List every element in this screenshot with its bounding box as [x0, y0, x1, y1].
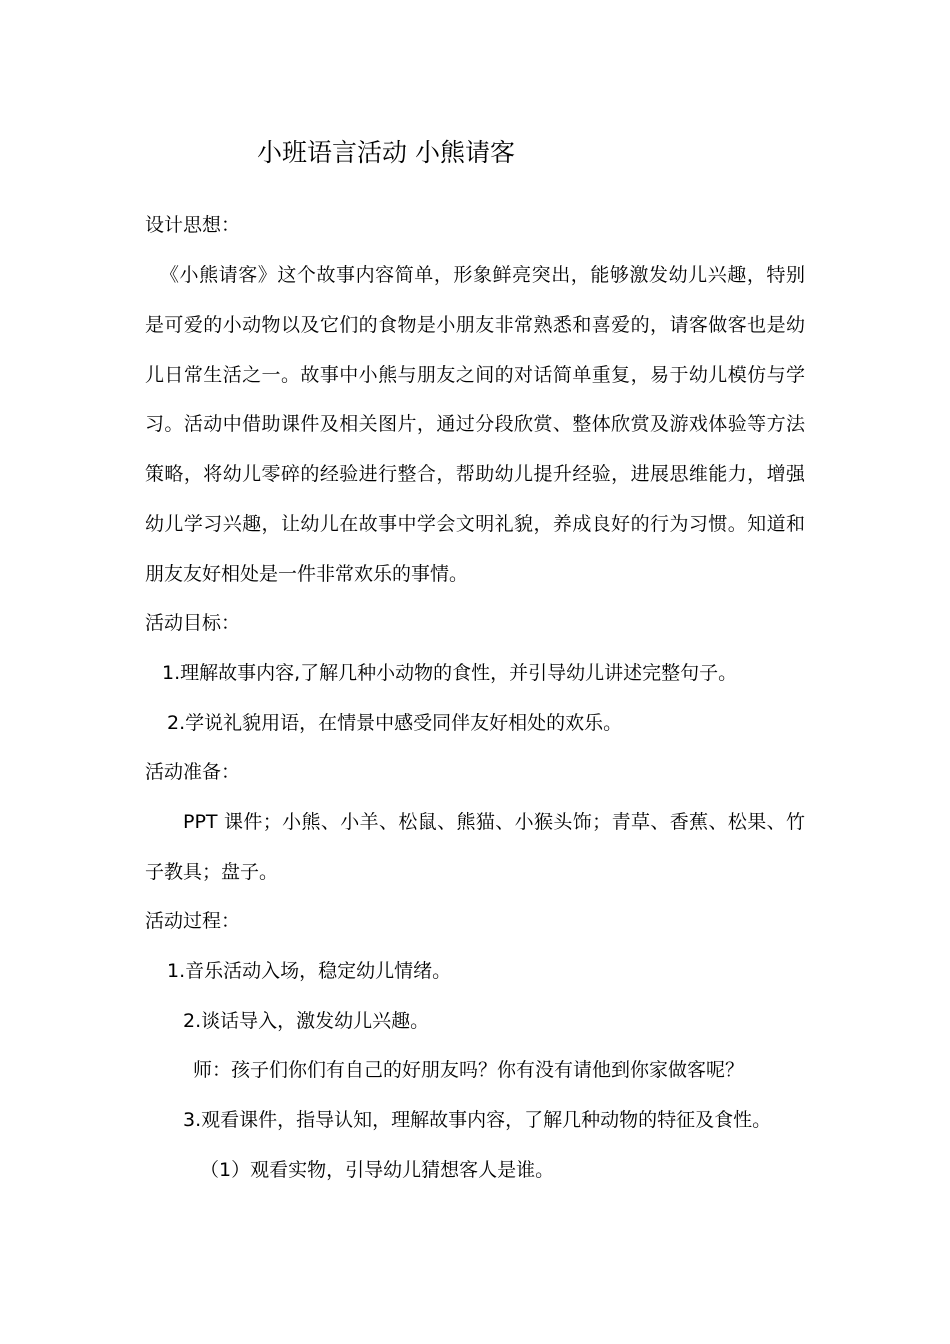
paragraph-line: 是可爱的小动物以及它们的食物是小朋友非常熟悉和喜爱的，请客做客也是幼: [145, 314, 805, 336]
section-heading-design-idea: 设计思想：: [145, 214, 241, 236]
preparation-line: 子教具；盘子。: [145, 861, 279, 883]
teacher-dialogue: 师：孩子们你们有自己的好朋友吗？你有没有请他到你家做客呢？: [193, 1059, 745, 1081]
section-heading-preparation: 活动准备：: [145, 761, 241, 783]
paragraph-line: 策略，将幼儿零碎的经验进行整合，帮助幼儿提升经验，进展思维能力，增强: [145, 463, 805, 485]
paragraph-line: 幼儿学习兴趣，让幼儿在故事中学会文明礼貌，养成良好的行为习惯。知道和: [145, 513, 805, 535]
paragraph-line: 习。活动中借助课件及相关图片，通过分段欣赏、整体欣赏及游戏体验等方法: [145, 413, 805, 435]
paragraph-line: 朋友友好相处是一件非常欢乐的事情。: [145, 563, 469, 585]
process-substep: （1）观看实物，引导幼儿猜想客人是谁。: [200, 1159, 555, 1181]
process-step: 2.谈话导入，激发幼儿兴趣。: [183, 1010, 430, 1032]
process-step: 3.观看课件，指导认知，理解故事内容，了解几种动物的特征及食性。: [183, 1109, 772, 1131]
section-heading-process: 活动过程：: [145, 910, 241, 932]
document-title: 小班语言活动 小熊请客: [257, 138, 515, 167]
goal-item: 1.理解故事内容,了解几种小动物的食性，并引导幼儿讲述完整句子。: [162, 662, 738, 684]
goal-item: 2.学说礼貌用语，在情景中感受同伴友好相处的欢乐。: [167, 712, 623, 734]
process-step: 1.音乐活动入场，稳定幼儿情绪。: [167, 960, 452, 982]
paragraph-line: 《小熊请客》这个故事内容简单，形象鲜亮突出，能够激发幼儿兴趣，特别: [160, 264, 805, 286]
preparation-line: PPT 课件；小熊、小羊、松鼠、熊猫、小猴头饰；青草、香蕉、松果、竹: [183, 811, 805, 833]
paragraph-line: 儿日常生活之一。故事中小熊与朋友之间的对话简单重复，易于幼儿模仿与学: [145, 364, 805, 386]
section-heading-goals: 活动目标：: [145, 612, 241, 634]
